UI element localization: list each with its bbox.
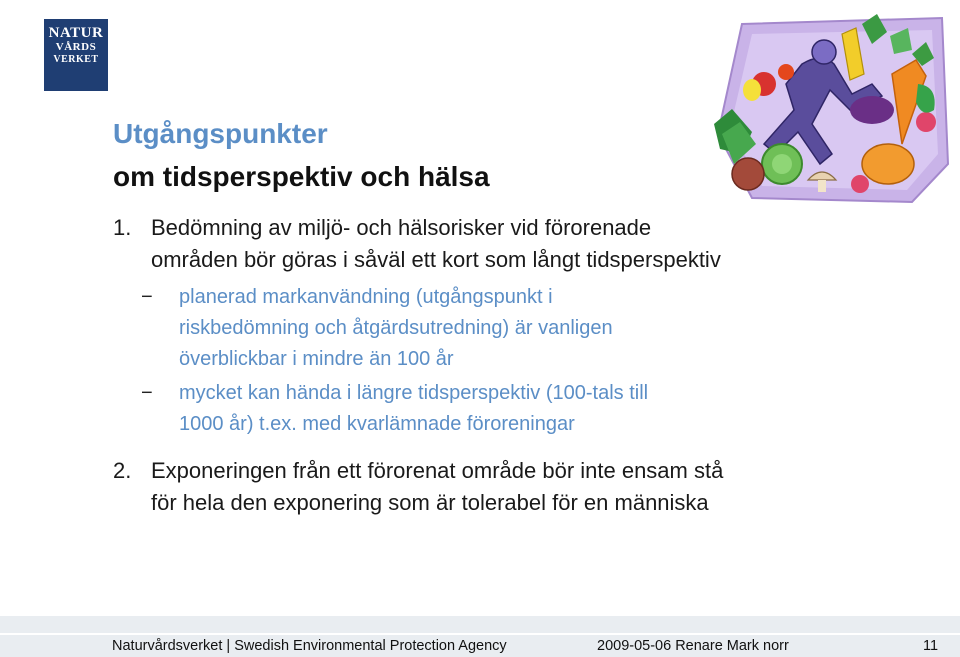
subpoint-text-line: 1000 år) t.ex. med kvarlämnade föroreningar [179,413,575,435]
naturvardsverket-logo [44,19,108,91]
footer-organization: Naturvårdsverket | Swedish Environmental Protection Agency [112,638,507,654]
vegetables-runner-illustration [712,14,952,206]
subpoint-text-line: överblickbar i mindre än 100 år [179,348,454,370]
point-text-line: för hela den exponering som är tolerabel för en människa [151,490,709,515]
subpoint-text-line: riskbedömning och åtgärdsutredning) är vanligen [179,317,613,339]
page-number: 11 [923,638,939,654]
point-number: 1. [113,215,132,240]
point-text-line: områden bör göras i såväl ett kort som långt tidsperspektiv [151,247,721,272]
subpoint-text-line: mycket kan hända i längre tidsperspektiv (100-tals till [179,382,649,404]
point-text-line: Exponeringen från ett förorenat område bör inte ensam stå [151,458,724,483]
slide-subtitle: om tidsperspektiv och hälsa [113,161,490,192]
subpoint-text-line: planerad markanvändning (utgångspunkt i [179,286,553,308]
dash-bullet: − [141,286,153,308]
footer-divider [0,633,960,635]
logo-line-2: VÅRDS [55,41,97,53]
point-number: 2. [113,458,132,483]
point-text-line: Bedömning av miljö- och hälsorisker vid förorenade [151,215,652,240]
footer-date-author: 2009-05-06 Renare Mark norr [597,638,789,654]
dash-bullet: − [141,382,153,404]
logo-line-3: VERKET [53,54,99,65]
logo-line-1: NATUR [48,25,104,41]
slide-title: Utgångspunkter [113,118,328,149]
